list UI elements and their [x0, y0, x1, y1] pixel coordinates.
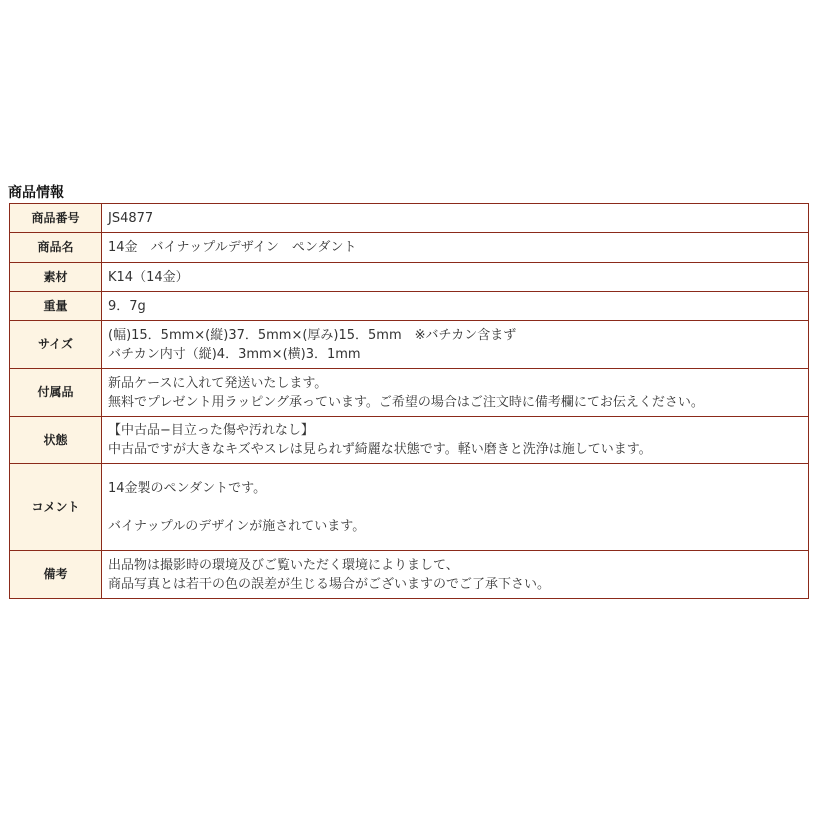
value-line: 9．7g — [108, 298, 146, 314]
value-product-number — [102, 204, 809, 233]
value-line: 【中古品−目立った傷や汚れなし】 — [108, 423, 314, 438]
label-product-name: 商品名 — [10, 233, 102, 263]
label-accessories: 付属品 — [10, 369, 102, 417]
value-line: バチカン内寸（縦)4．3mm×(横)3．1mm — [108, 346, 361, 362]
value-material — [102, 263, 809, 292]
table-row-size — [10, 321, 809, 369]
value-line: K14（14金） — [108, 269, 189, 285]
value-line: 商品写真とは若干の色の誤差が生じる場合がございますのでご了承下さい。 — [108, 576, 551, 592]
label-condition: 状態 — [10, 417, 102, 464]
table-row-comment — [10, 464, 809, 551]
table-row-notes — [10, 551, 809, 599]
value-product-name — [102, 233, 809, 263]
value-line: 新品ケースに入れて発送いたします。 — [108, 375, 328, 391]
table-row-product-name — [10, 233, 809, 263]
value-line: 無料でプレゼント用ラッピング承っています。ご希望の場合はご注文時に備考欄にてお伝えください。 — [108, 394, 704, 410]
value-blank-line — [108, 498, 802, 517]
value-line: 出品物は撮影時の環境及びご覧いただく環境によりまして、 — [108, 557, 459, 573]
value-condition — [102, 417, 809, 464]
value-comment — [102, 464, 809, 551]
label-weight: 重量 — [10, 292, 102, 321]
label-notes: 備考 — [10, 551, 102, 599]
value-line: (幅)15．5mm×(縦)37．5mm×(厚み)15．5mm ※バチカン含まず — [108, 327, 517, 343]
table-row-accessories — [10, 369, 809, 417]
value-size — [102, 321, 809, 369]
value-line: 14金製のペンダントです。 — [108, 480, 267, 496]
product-info-table — [9, 203, 809, 599]
label-product-number: 商品番号 — [10, 204, 102, 233]
value-accessories — [102, 369, 809, 417]
value-weight — [102, 292, 809, 321]
table-row-material — [10, 263, 809, 292]
value-line: 14金 バイナップルデザイン ペンダント — [108, 240, 357, 255]
table-row-condition — [10, 417, 809, 464]
value-notes — [102, 551, 809, 599]
table-row-weight — [10, 292, 809, 321]
section-title: 商品情報 — [8, 185, 64, 201]
value-line: バイナップルのデザインが施されています。 — [108, 518, 366, 534]
table-row-product-number — [10, 204, 809, 233]
label-size: サイズ — [10, 321, 102, 369]
value-line: 中古品ですが大きなキズやスレは見られず綺麗な状態です。軽い磨きと洗浄は施しています。 — [108, 442, 652, 457]
label-material: 素材 — [10, 263, 102, 292]
label-comment: コメント — [10, 464, 102, 551]
value-line: JS4877 — [108, 210, 154, 226]
